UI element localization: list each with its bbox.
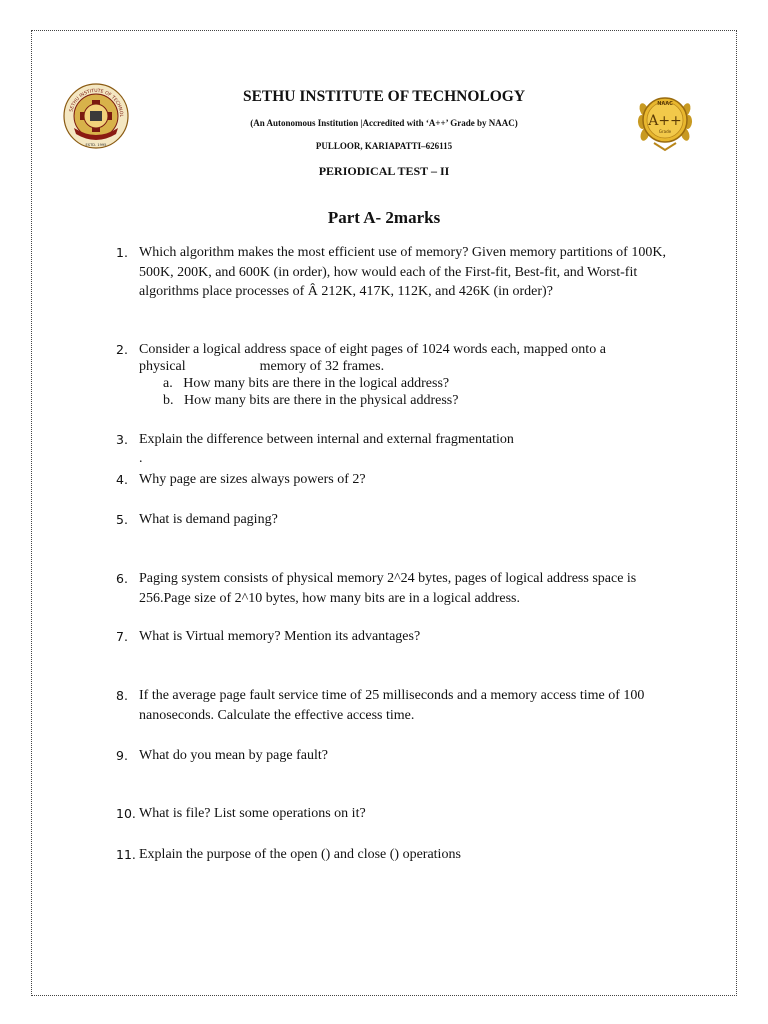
- question-number: 3.: [116, 432, 128, 447]
- institution-name: SETHU INSTITUTE OF TECHNOLOGY: [242, 88, 526, 105]
- question-7: [116, 627, 676, 647]
- question-text: What is demand paging?: [139, 512, 278, 527]
- question-number: 1.: [116, 245, 128, 260]
- question-4: [116, 470, 676, 490]
- question-text: What is Virtual memory? Mention its advantages?: [139, 629, 421, 644]
- question-number: 10.: [116, 806, 136, 821]
- sub-question-b: b. How many bits are there in the physical address?: [163, 393, 459, 408]
- question-number: 2.: [116, 342, 128, 357]
- sub-question-a: a. How many bits are there in the logical address?: [163, 376, 450, 391]
- question-text: What do you mean by page fault?: [139, 748, 328, 763]
- test-title: PERIODICAL TEST – II: [318, 164, 450, 178]
- question-1: [116, 243, 676, 302]
- svg-text:SETHU INSTITUTE OF TECHNOLOGY: SETHU INSTITUTE OF TECHNOL: [69, 88, 124, 117]
- svg-text:NAAC: NAAC: [657, 101, 673, 107]
- question-text: Explain the purpose of the open () and close () operations: [139, 847, 461, 862]
- question-text: Explain the difference between internal and external fragmentation: [139, 432, 514, 447]
- question-number: 11.: [116, 847, 136, 862]
- question-text: If the average page fault service time of 25 milliseconds and a memory access time of 100 nanoseconds. Calculate the effective access time.: [139, 688, 645, 723]
- question-number: 7.: [116, 629, 128, 644]
- svg-text:A++: A++: [648, 113, 682, 129]
- question-number: 9.: [116, 748, 128, 763]
- trailing-dot: .: [139, 451, 143, 466]
- question-number: 6.: [116, 571, 128, 586]
- question-text: Paging system consists of physical memory 2^24 bytes, pages of logical address space is 256.Page size of 2^10 bytes, how many bits are in a logical address.: [139, 571, 637, 606]
- question-8: [116, 686, 676, 726]
- question-text: Which algorithm makes the most efficient use of memory? Given memory partitions of 100K, 500K, 200K, and 600K (in order), how would each of the First-fit, Best-fit, and Worst-fit algorithms place processes of Â 212K, 417K, 112K, and 426K (in order)?: [139, 245, 666, 299]
- part-title: Part A- 2marks: [327, 208, 441, 227]
- question-number: 5.: [116, 512, 128, 527]
- question-6: [116, 569, 676, 608]
- question-10: [116, 804, 676, 824]
- address-line: PULLOOR, KARIAPATTI–626115: [315, 141, 453, 151]
- svg-text:ESTD. 1995: ESTD. 1995: [85, 143, 107, 147]
- question-text: Consider a logical address space of eight pages of 1024 words each, mapped onto a: [139, 342, 606, 357]
- question-9: [116, 746, 676, 766]
- question-number: 4.: [116, 472, 128, 487]
- question-11: [116, 845, 676, 865]
- accreditation-line: (An Autonomous Institution |Accredited with ‘A++’ Grade by NAAC): [250, 118, 518, 128]
- question-text: memory of 32 frames.: [259, 359, 385, 374]
- question-3: [116, 430, 676, 468]
- question-text: What is file? List some operations on it?: [139, 806, 366, 821]
- question-number: 8.: [116, 688, 128, 703]
- question-5: [116, 510, 676, 530]
- question-text: physical: [139, 359, 186, 374]
- question-2: [116, 341, 676, 409]
- question-text: Why page are sizes always powers of 2?: [139, 472, 366, 487]
- svg-text:Grade: Grade: [658, 129, 672, 134]
